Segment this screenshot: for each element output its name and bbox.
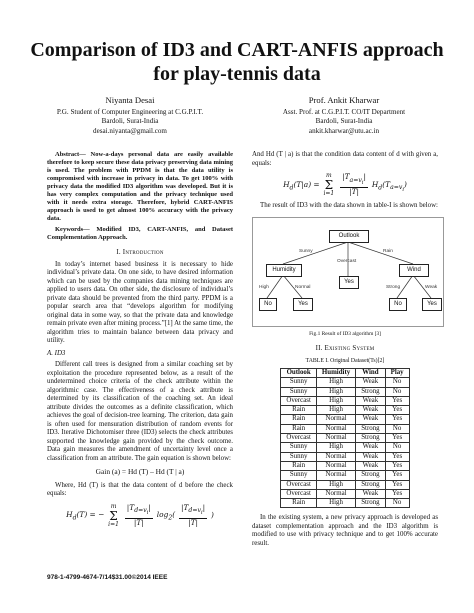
table-cell: Strong	[356, 480, 385, 489]
tree-node-wind: Wind	[399, 264, 429, 277]
author-affiliation: Asst. Prof. at C.G.P.I.T. CO/IT Department	[282, 108, 406, 117]
table-cell: High	[316, 443, 355, 452]
table-cell: Weak	[356, 489, 385, 498]
table-cell: Strong	[356, 387, 385, 396]
table-row	[281, 424, 409, 433]
table-cell: Sunny	[281, 378, 317, 387]
intro-paragraph: In today’s internet based business it is necessary to hide individual’s private data. On one side, to have desired information which can be used by the companies data mining techniques are applied to users data. On other side, the disclosure of individual’s private data should be prevented from the third party. PPDM is a popular search area that “develops algorithm for modifying original data in some way, so that the private data and knowledge remain private even after mining process.”[1] At the same time, the algorithm tries to maintain balance between data privacy and utility.	[47, 260, 233, 344]
tree-leaf-no-strong: No	[389, 298, 407, 311]
table-cell: Overcast	[281, 434, 317, 443]
edge-label-overcast: Overcast	[337, 258, 357, 264]
footer-copyright: 978-1-4799-4674-7/14$31.00©2014 IEEE	[47, 574, 168, 581]
table-cell: Strong	[356, 499, 385, 508]
table-cell: No	[385, 443, 409, 452]
table-row	[281, 452, 409, 461]
title-line-2: for play-tennis data	[153, 63, 321, 85]
header-play: Play	[385, 369, 409, 378]
table-body	[281, 378, 409, 508]
figure-caption: Fig.1 Result of ID3 algorithm [3]	[309, 330, 381, 337]
dataset-table	[280, 368, 409, 508]
table-cell: Rain	[281, 415, 317, 424]
table-cell: No	[385, 499, 409, 508]
table-cell: High	[316, 480, 355, 489]
table-cell: High	[316, 378, 355, 387]
title-line-1: Comparison of ID3 and CART-ANFIS approach	[30, 39, 444, 61]
table-row	[281, 499, 409, 508]
table-cell: Yes	[385, 471, 409, 480]
table-row	[281, 387, 409, 396]
table-cell: Normal	[316, 424, 355, 433]
existing-system-paragraph: In the existing system, a new privacy approach is developed as dataset complementation approach and the ID3 algorithm is modified to use with privacy technique and to get 100% accurate result.	[252, 514, 438, 547]
table-cell: Yes	[385, 406, 409, 415]
header-humidity: Humidity	[316, 369, 355, 378]
tree-leaf-no-high: No	[259, 298, 277, 311]
table-cell: Rain	[281, 406, 317, 415]
where-paragraph: Where, Hd (T) is that the data content of d before the check equals:	[47, 481, 233, 497]
table-cell: Yes	[385, 489, 409, 498]
table-cell: Strong	[356, 424, 385, 433]
table-cell: Yes	[385, 396, 409, 405]
table-cell: Yes	[385, 480, 409, 489]
edge-label-sunny: Sunny	[299, 248, 313, 254]
conditional-paragraph: And Hd (T | a) is that the condition data content of d with given a, equals:	[252, 151, 438, 167]
table-cell: Yes	[385, 452, 409, 461]
table-cell: High	[316, 387, 355, 396]
table-cell: Normal	[316, 452, 355, 461]
table-cell: Sunny	[281, 471, 317, 480]
table-cell: Rain	[281, 499, 317, 508]
table-cell: Normal	[316, 489, 355, 498]
tree-node-outlook: Outlook	[329, 230, 369, 243]
author-email[interactable]: ankit.kharwar@utu.ac.in	[308, 126, 380, 135]
table-cell: High	[316, 499, 355, 508]
author-block-2	[254, 96, 434, 136]
author-affiliation: P.G. Student of Computer Engineering at C.G.P.I.T.	[56, 108, 204, 117]
edge-label-high: High	[259, 284, 269, 290]
table-cell: Yes	[385, 461, 409, 470]
table-cell: Sunny	[281, 387, 317, 396]
table-cell: Weak	[356, 396, 385, 405]
table-row	[281, 489, 409, 498]
edge-label-rain: Rain	[383, 248, 393, 254]
abstract: Abstract— Now-a-days personal data are easily available therefore to keep secure these data privacy preserving data mining is used. The problem with PPDM is that the data utility is compromised with increase in privacy in data. To get 100% with privacy data the modified ID3 algorithm was developed. But it is has very complex computation and the privacy technique used with it needs extra storage. Therefore, hybrid CART-ANFIS approach is used to get almost 100% accuracy with the privacy data.	[47, 151, 233, 222]
table-cell: Strong	[356, 434, 385, 443]
section-heading-existing-system: II. Existing System	[315, 344, 375, 352]
author-location: Bardoli, Surat-India	[101, 117, 159, 126]
edge-label-weak: Weak	[425, 284, 438, 290]
tree-node-humidity: Humidity	[266, 264, 302, 277]
table-cell: Weak	[356, 452, 385, 461]
table-cell: Weak	[356, 461, 385, 470]
section-heading-introduction: I. Introduction	[116, 248, 164, 256]
conditional-entropy-equation: $H_d(T|a)$ = m Σ i=1 $\frac{|T_{a=v_i}|}{|T|}$ $H_d(T_{a=v_i})$	[283, 172, 407, 197]
table-cell: No	[385, 378, 409, 387]
keywords: Keywords— Modified ID3, CART-ANFIS, and Dataset Complementation Approach.	[47, 226, 233, 241]
table-cell: Sunny	[281, 452, 317, 461]
table-cell: Weak	[356, 406, 385, 415]
edge-label-strong: Strong	[386, 284, 401, 290]
author-block-1	[40, 96, 220, 136]
table-cell: Rain	[281, 424, 317, 433]
paper-title	[0, 38, 474, 86]
table-cell: No	[385, 387, 409, 396]
table-row	[281, 378, 409, 387]
right-column	[252, 151, 438, 551]
table-header-row	[281, 369, 409, 378]
table-cell: Overcast	[281, 489, 317, 498]
entropy-equation: $H_d(T)$ = − m Σ i=1 $\frac{|T_{d=v_i}|}{|T|}$ $\log_2$( $\frac{|T_{d=v_i}|}{|T|}$ )	[66, 502, 214, 528]
subsection-heading-id3: A. ID3	[47, 349, 66, 357]
table-cell: Weak	[356, 443, 385, 452]
table-caption: TABLE I. Original Dataset(Ts)[2]	[305, 357, 385, 364]
header-outlook: Outlook	[281, 369, 317, 378]
table-row	[281, 461, 409, 470]
edge-label-normal: Normal	[295, 284, 311, 290]
table-cell: Sunny	[281, 443, 317, 452]
table-cell: High	[316, 396, 355, 405]
tree-leaf-yes-overcast: Yes	[339, 276, 359, 289]
table-row	[281, 434, 409, 443]
table-row	[281, 480, 409, 489]
tree-leaf-yes-weak: Yes	[422, 298, 442, 311]
table-cell: Normal	[316, 434, 355, 443]
table-cell: Weak	[356, 415, 385, 424]
author-location: Bardoli, Surat-India	[315, 117, 373, 126]
table-row	[281, 415, 409, 424]
table-row	[281, 396, 409, 405]
table-cell: Overcast	[281, 480, 317, 489]
table-cell: Normal	[316, 471, 355, 480]
header-wind: Wind	[356, 369, 385, 378]
gain-equation: Gain (a) = Hd (T) – Hd (T | a)	[95, 467, 185, 476]
table-cell: Weak	[356, 378, 385, 387]
table-cell: No	[385, 424, 409, 433]
table-cell: Yes	[385, 434, 409, 443]
left-column	[47, 151, 233, 533]
result-paragraph: The result of ID3 with the data shown in table-I is shown below:	[260, 202, 438, 209]
author-name: Prof. Ankit Kharwar	[308, 95, 380, 105]
id3-decision-tree-figure	[252, 217, 444, 327]
author-name: Niyanta Desai	[105, 95, 155, 105]
table-cell: Yes	[385, 415, 409, 424]
table-row	[281, 406, 409, 415]
table-cell: Rain	[281, 461, 317, 470]
table-cell: Normal	[316, 461, 355, 470]
id3-paragraph: Different call trees is designed from a similar coaching set by exploitation the procedure represented below, as a result of the undetermined choice criteria of the check attribute within the algorithmic case. The effectiveness of a check attribute is determined by its classification of the coaching set. An ideal attribute divides the outcomes as a definite classification, which achieves the goal of decision-tree learning. The criterion, data gain is often used for mensuration distribution of random events for ID3. Iterative Dichotomiser three (ID3) selects the check attributes supported the knowledge gain provided by the check outcome. Data gain measures the amendment of uncertainty level once a classification from an attribute. The gain equation is shown below:	[47, 361, 233, 462]
table-cell: Strong	[356, 471, 385, 480]
tree-leaf-yes-normal: Yes	[293, 298, 313, 311]
table-row	[281, 443, 409, 452]
table-cell: High	[316, 406, 355, 415]
table-row	[281, 471, 409, 480]
table-cell: Normal	[316, 415, 355, 424]
author-email[interactable]: desai.niyanta@gmail.com	[93, 126, 167, 135]
table-cell: Overcast	[281, 396, 317, 405]
